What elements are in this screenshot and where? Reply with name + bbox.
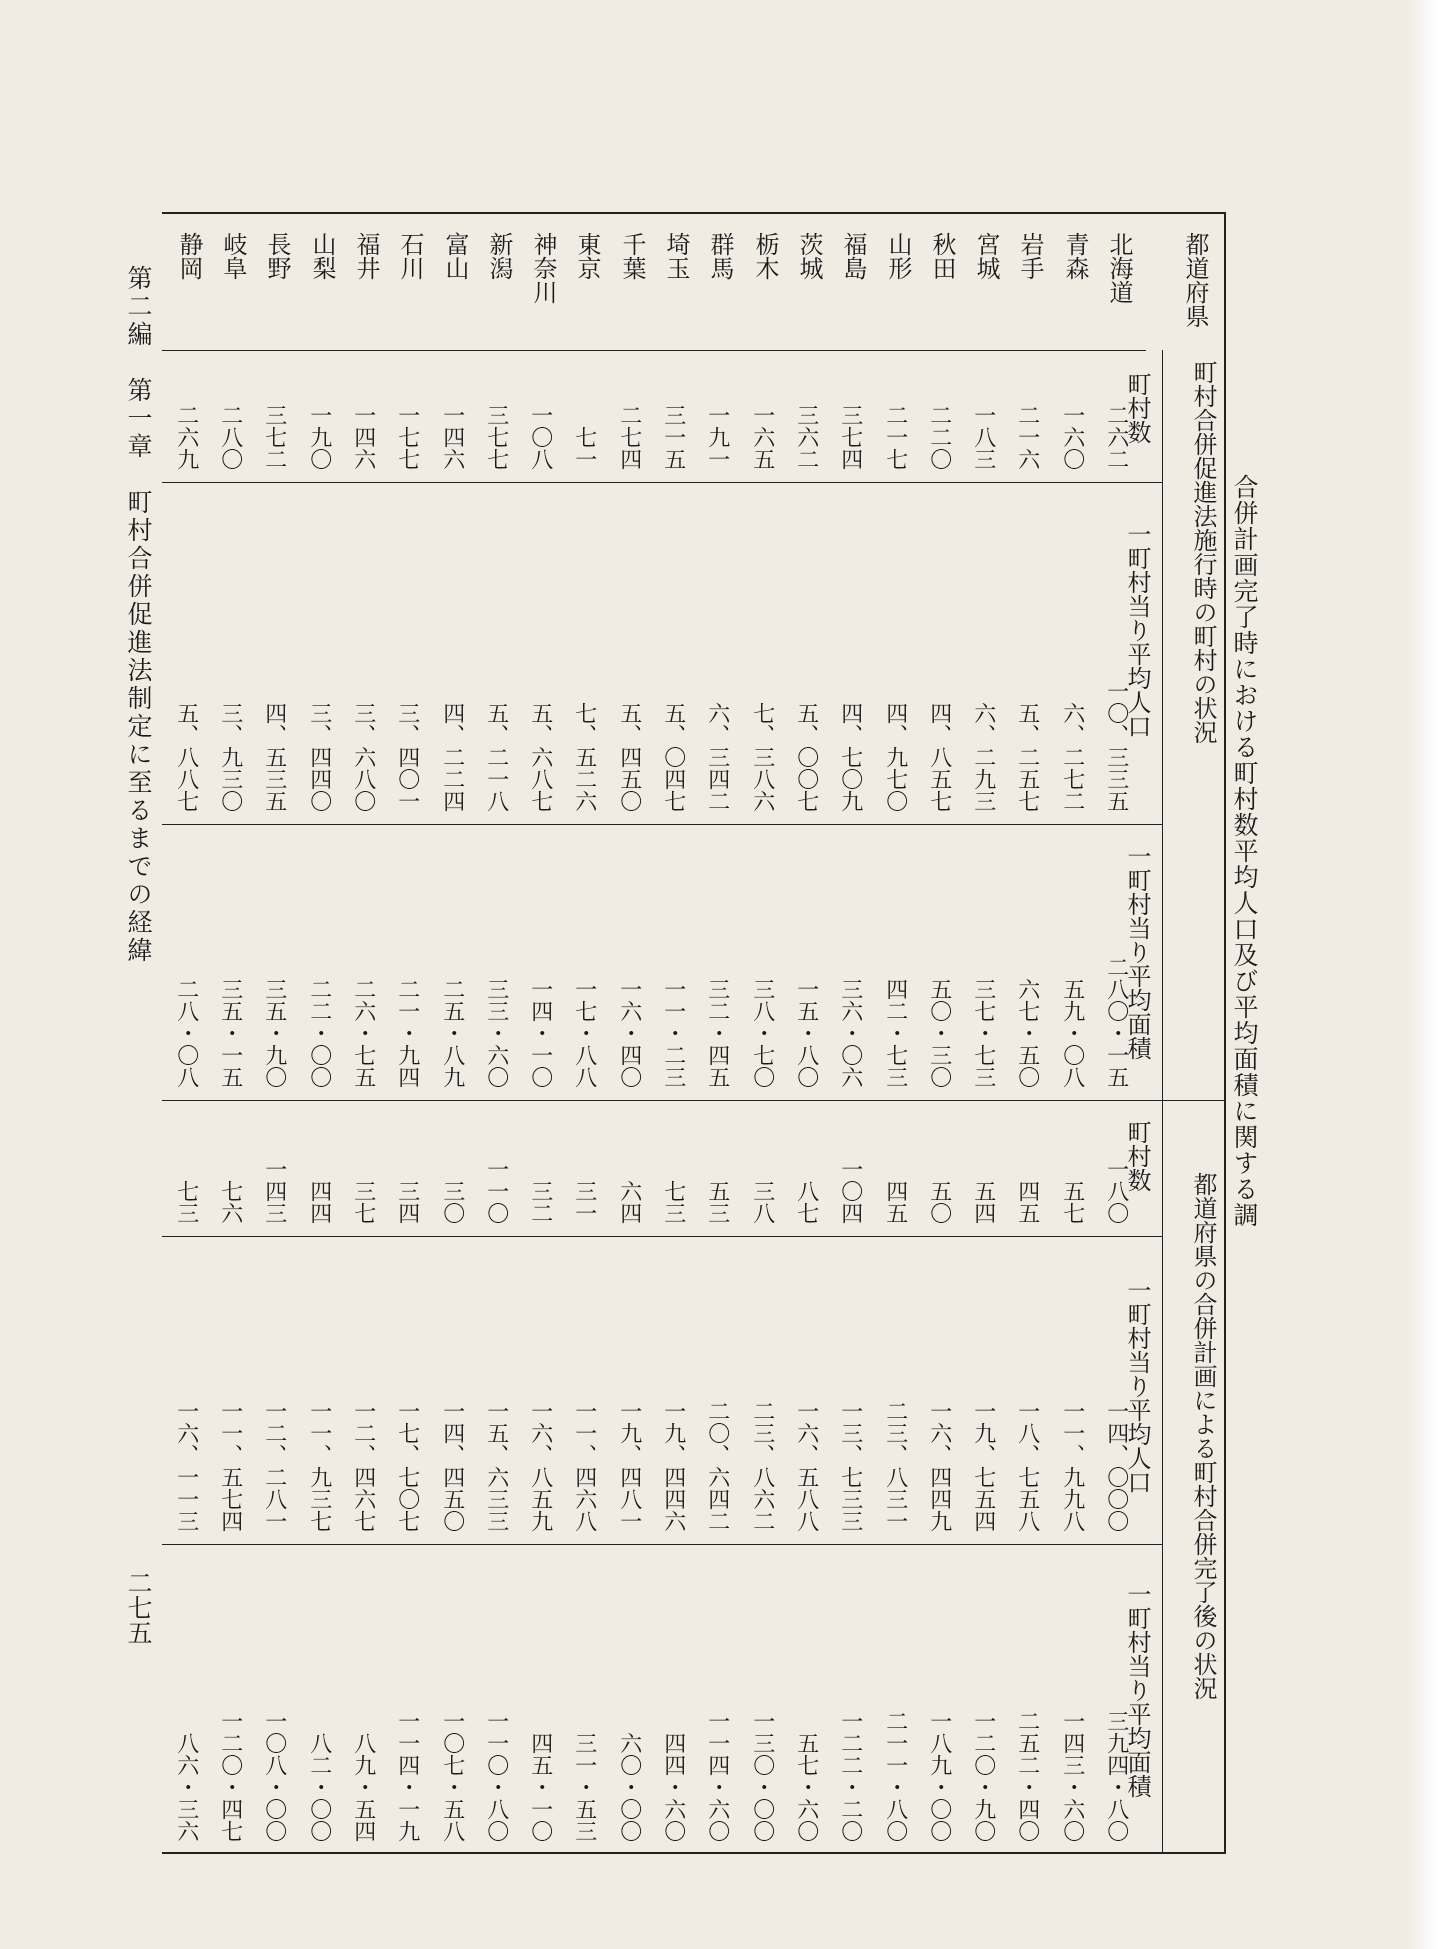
table-cell: 一六〇 [1059, 404, 1085, 470]
header-group-before: 町村合併促進法施行時の町村の状況 [1189, 360, 1217, 744]
table-cell: 八六・三六 [173, 1732, 199, 1842]
table-cell: 二八・〇八 [173, 978, 199, 1088]
prefecture-name: 福島 [839, 232, 867, 280]
table-cell: 五四 [970, 1180, 996, 1224]
table-cell: 八七 [793, 1180, 819, 1224]
table-cell: 一二、四六七 [350, 1400, 376, 1532]
prefecture-name: 宮城 [972, 232, 1000, 280]
table-cell: 一三、七三三 [837, 1400, 863, 1532]
prefecture-name: 岐阜 [219, 232, 247, 280]
page-number: 二七五 [124, 1570, 153, 1645]
table-cell: 一九〇 [306, 404, 332, 470]
table-cell: 一四、四五〇 [439, 1400, 465, 1532]
bottom-rule [162, 1852, 1226, 1854]
table-cell: 七、五二六 [571, 702, 597, 812]
table-cell: 一八〇 [1103, 1158, 1129, 1224]
table-cell: 一一四・六〇 [704, 1710, 730, 1842]
table-cell: 四、九七〇 [882, 702, 908, 812]
right-rule [1224, 212, 1226, 1854]
table-cell: 三三・六〇 [483, 978, 509, 1088]
table-cell: 一一〇・八〇 [483, 1710, 509, 1842]
col-rule [162, 1236, 1162, 1237]
table-cell: 三七四 [837, 404, 863, 470]
table-cell: 五、二五七 [1014, 702, 1040, 812]
table-cell: 一九、四四六 [660, 1400, 686, 1532]
table-cell: 一四、〇〇〇 [1103, 1400, 1129, 1532]
table-cell: 一一〇 [483, 1158, 509, 1224]
table-cell: 五、八八七 [173, 702, 199, 812]
table-cell: 五、六八七 [527, 702, 553, 812]
table-cell: 三八 [749, 1180, 775, 1224]
table-cell: 五〇・三〇 [926, 978, 952, 1088]
table-cell: 一二〇・九〇 [970, 1710, 996, 1842]
table-cell: 一四・一〇 [527, 978, 553, 1088]
table-cell: 四、八五七 [926, 702, 952, 812]
prefecture-name: 富山 [441, 232, 469, 280]
table-cell: 四四・六〇 [660, 1732, 686, 1842]
table-cell: 二三、八六二 [749, 1400, 775, 1532]
table-cell: 二〇、六四二 [704, 1400, 730, 1532]
table-cell: 三、六八〇 [350, 702, 376, 812]
table-cell: 二七四 [616, 404, 642, 470]
header-towns-before: 町村数 [1123, 372, 1151, 444]
table-cell: 一六、一一三 [173, 1400, 199, 1532]
prefecture-name: 栃木 [751, 232, 779, 280]
table-cell: 四、七〇九 [837, 702, 863, 812]
table-cell: 五七・六〇 [793, 1732, 819, 1842]
prefecture-name: 茨城 [795, 232, 823, 280]
header-prefecture: 都道府県 [1181, 232, 1209, 328]
table-cell: 一六、四四九 [926, 1400, 952, 1532]
table-cell: 一一、五七四 [217, 1400, 243, 1532]
table-cell: 一八三 [970, 404, 996, 470]
table-cell: 五、四五〇 [616, 702, 642, 812]
table-cell: 三六二 [793, 404, 819, 470]
statistics-table [162, 212, 1226, 1854]
table-cell: 三五・九〇 [261, 978, 287, 1088]
table-cell: 一一・二三 [660, 978, 686, 1088]
running-head: 第二編 第一章 町村合併促進法制定に至るまでの経緯 [124, 265, 153, 965]
prefecture-name: 福井 [352, 232, 380, 280]
header-population-before: 一町村当り平均人口 [1123, 522, 1151, 738]
table-cell: 一六、八五九 [527, 1400, 553, 1532]
prefecture-name: 神奈川 [529, 232, 557, 304]
table-cell: 一〇七・五八 [439, 1710, 465, 1842]
table-cell: 一四三・六〇 [1059, 1710, 1085, 1842]
table-cell: 四五 [1014, 1180, 1040, 1224]
table-cell: 一三〇・〇〇 [749, 1710, 775, 1842]
table-cell: 五、〇四七 [660, 702, 686, 812]
table-cell: 三一 [571, 1180, 597, 1224]
prefecture-name: 北海道 [1105, 232, 1133, 304]
table-cell: 六、二七二 [1059, 702, 1085, 812]
table-cell: 三六・〇六 [837, 978, 863, 1088]
table-cell: 七六 [217, 1180, 243, 1224]
table-cell: 一一、九九八 [1059, 1400, 1085, 1532]
table-cell: 二二〇 [926, 404, 952, 470]
prefecture-name: 千葉 [618, 232, 646, 280]
table-cell: 三七二 [261, 404, 287, 470]
prefecture-name: 静岡 [175, 232, 203, 280]
table-cell: 三九四・八〇 [1103, 1710, 1129, 1842]
header-population-after: 一町村当り平均人口 [1123, 1278, 1151, 1494]
table-cell: 一七七 [394, 404, 420, 470]
prefecture-name: 群馬 [706, 232, 734, 280]
header-area-after: 一町村当り平均面積 [1123, 1582, 1151, 1798]
table-cell: 一〇八・〇〇 [261, 1710, 287, 1842]
table-cell: 二五・八九 [439, 978, 465, 1088]
table-cell: 二六・七五 [350, 978, 376, 1088]
table-cell: 三二・四五 [704, 978, 730, 1088]
col-rule [162, 824, 1162, 825]
table-cell: 二五二・四〇 [1014, 1710, 1040, 1842]
prefecture-name: 秋田 [928, 232, 956, 280]
prefecture-name: 石川 [396, 232, 424, 280]
table-cell: 二六九 [173, 404, 199, 470]
prefecture-name: 埼玉 [662, 232, 690, 280]
table-cell: 四、二二四 [439, 702, 465, 812]
table-cell: 一八、七五八 [1014, 1400, 1040, 1532]
prefecture-name: 長野 [263, 232, 291, 280]
table-cell: 一四六 [439, 404, 465, 470]
table-cell: 二一・九四 [394, 978, 420, 1088]
table-cell: 一〇四 [837, 1158, 863, 1224]
table-cell: 一二〇・四七 [217, 1710, 243, 1842]
header-divider [1162, 350, 1163, 1852]
table-cell: 三七七 [483, 404, 509, 470]
table-cell: 四五 [882, 1180, 908, 1224]
table-cell: 一九、七五四 [970, 1400, 996, 1532]
prefecture-name: 東京 [573, 232, 601, 280]
table-cell: 二二・〇〇 [306, 978, 332, 1088]
table-cell: 六、二九三 [970, 702, 996, 812]
table-cell: 二一七 [882, 404, 908, 470]
table-cell: 五、二一八 [483, 702, 509, 812]
table-cell: 五〇 [926, 1180, 952, 1224]
table-cell: 七三 [660, 1180, 686, 1224]
table-cell: 七一 [571, 426, 597, 470]
table-cell: 二一一・八〇 [882, 1710, 908, 1842]
table-cell: 一〇八 [527, 404, 553, 470]
prefecture-name: 山形 [884, 232, 912, 280]
table-cell: 一八九・〇〇 [926, 1710, 952, 1842]
table-cell: 三七 [350, 1180, 376, 1224]
table-cell: 五、〇〇七 [793, 702, 819, 812]
table-cell: 六〇・〇〇 [616, 1732, 642, 1842]
table-cell: 四五・一〇 [527, 1732, 553, 1842]
table-cell: 三五・一五 [217, 978, 243, 1088]
table-cell: 六、三四二 [704, 702, 730, 812]
table-cell: 一一、四六八 [571, 1400, 597, 1532]
table-caption: 合併計画完了時における町村数平均人口及び平均面積に関する調 [1230, 474, 1259, 1228]
top-rule [162, 212, 1226, 214]
table-cell: 一六、五八八 [793, 1400, 819, 1532]
col-rule [162, 1544, 1162, 1545]
table-cell: 一六五 [749, 404, 775, 470]
table-cell: 三、四〇一 [394, 702, 420, 812]
table-cell: 三一五 [660, 404, 686, 470]
table-cell: 四四 [306, 1180, 332, 1224]
table-cell: 七、三八六 [749, 702, 775, 812]
table-cell: 五九・〇八 [1059, 978, 1085, 1088]
table-cell: 一五、六三三 [483, 1400, 509, 1532]
table-cell: 一四三 [261, 1158, 287, 1224]
table-cell: 三、九三〇 [217, 702, 243, 812]
table-cell: 三一・五三 [571, 1732, 597, 1842]
table-cell: 一二二・二〇 [837, 1710, 863, 1842]
table-cell: 五三 [704, 1180, 730, 1224]
table-cell: 五七 [1059, 1180, 1085, 1224]
table-cell: 七三 [173, 1180, 199, 1224]
table-cell: 二一六 [1014, 404, 1040, 470]
scan-edge [1408, 0, 1448, 1949]
table-cell: 一九、四八一 [616, 1400, 642, 1532]
table-cell: 四二・七三 [882, 978, 908, 1088]
prefecture-name: 新潟 [485, 232, 513, 280]
table-cell: 一一四・一九 [394, 1710, 420, 1842]
table-cell: 三四 [394, 1180, 420, 1224]
table-cell: 八九・五四 [350, 1732, 376, 1842]
table-cell: 三、四四〇 [306, 702, 332, 812]
table-cell: 三七・七三 [970, 978, 996, 1088]
table-cell: 一六・四〇 [616, 978, 642, 1088]
table-cell: 一〇、三三五 [1103, 680, 1129, 812]
header-group-after: 都道府県の合併計画による町村合併完了後の状況 [1189, 1172, 1217, 1700]
table-cell: 六四 [616, 1180, 642, 1224]
table-cell: 三八・七〇 [749, 978, 775, 1088]
table-cell: 一二、二八一 [261, 1400, 287, 1532]
prefecture-name: 青森 [1061, 232, 1089, 280]
table-cell: 二八〇 [217, 404, 243, 470]
table-cell: 一五・八〇 [793, 978, 819, 1088]
table-cell: 八二・〇〇 [306, 1732, 332, 1842]
table-cell: 六七・五〇 [1014, 978, 1040, 1088]
table-cell: 一四六 [350, 404, 376, 470]
table-cell: 四、五三五 [261, 702, 287, 812]
header-area-before: 一町村当り平均面積 [1123, 844, 1151, 1060]
table-cell: 三二 [527, 1180, 553, 1224]
table-cell: 一九一 [704, 404, 730, 470]
table-cell: 二八〇・一五 [1103, 956, 1129, 1088]
table-cell: 一七・八八 [571, 978, 597, 1088]
prefecture-name: 山梨 [308, 232, 336, 280]
table-cell: 二三、八三一 [882, 1400, 908, 1532]
header-towns-after: 町村数 [1123, 1120, 1151, 1192]
table-cell: 三〇 [439, 1180, 465, 1224]
group-rule [162, 1100, 1226, 1101]
prefecture-name: 岩手 [1016, 232, 1044, 280]
table-cell: 二六二 [1103, 404, 1129, 470]
table-cell: 一一、九三七 [306, 1400, 332, 1532]
table-cell: 一七、七〇七 [394, 1400, 420, 1532]
